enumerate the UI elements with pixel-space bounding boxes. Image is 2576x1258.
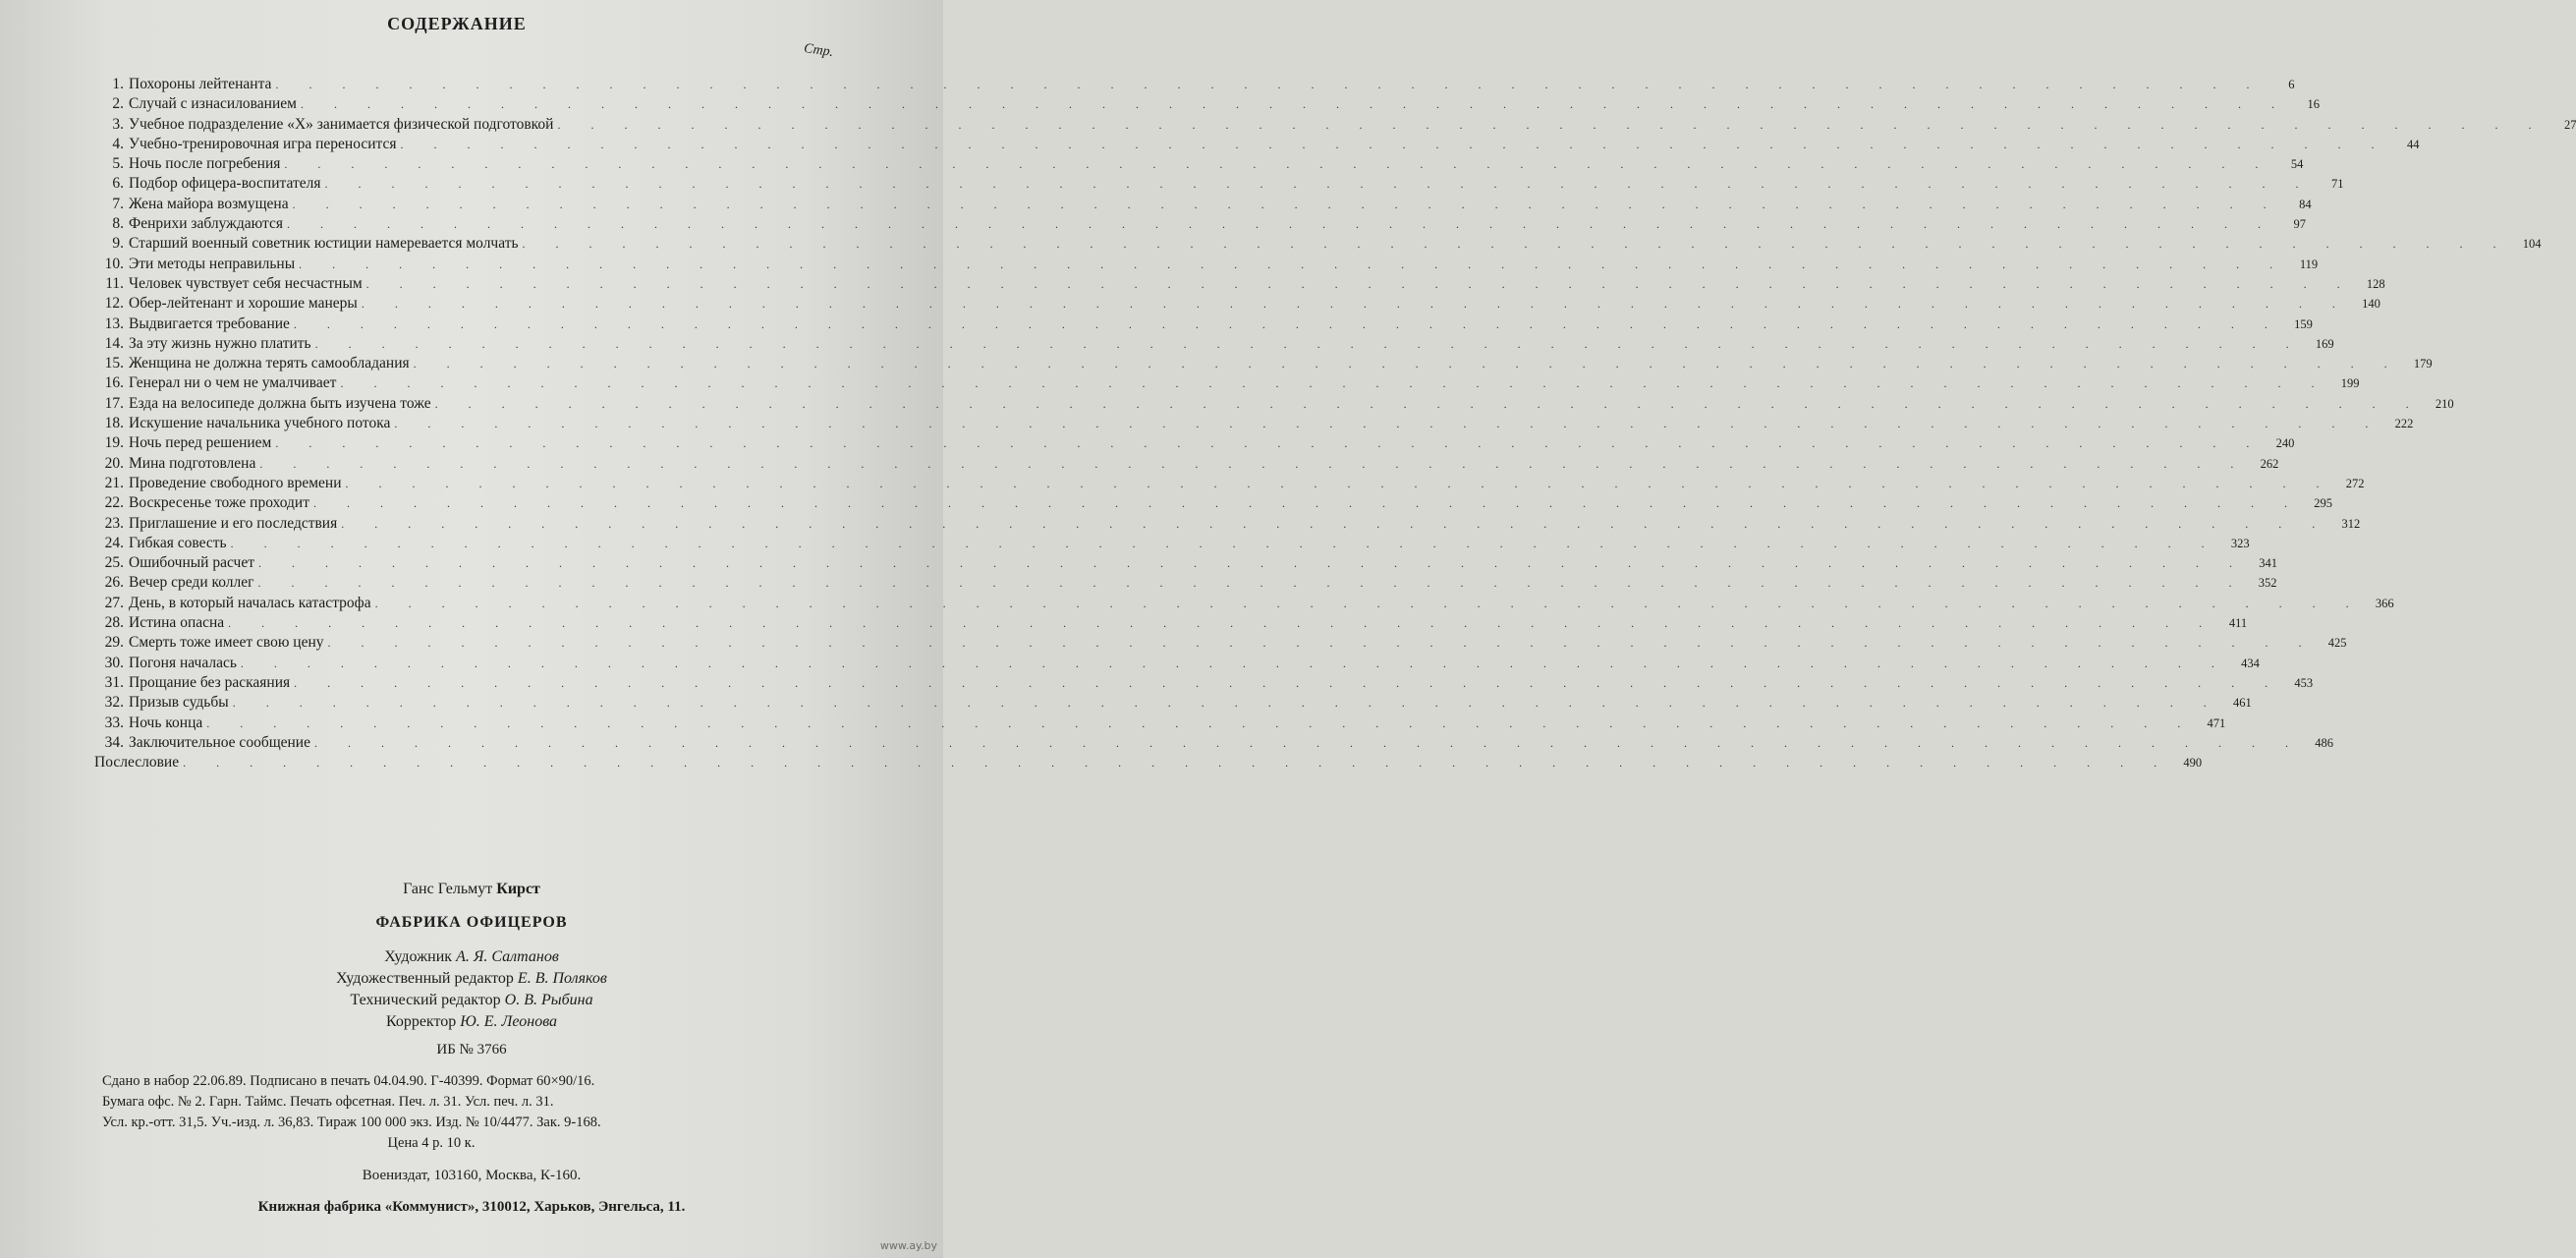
toc-leader-dots: . . . . . . . . . . . . . . . . . . . . . . . . . . . . . . . . . . . . . . . . . . . . . . . . . . . . . . . . . . . . bbox=[400, 137, 2388, 151]
toc-entry-number: 10. bbox=[104, 255, 124, 272]
toc-entry-page: 411 bbox=[2228, 616, 2248, 631]
toc-entry bbox=[94, 314, 2313, 334]
toc-entry-title: День, в который началась катастрофа bbox=[129, 594, 371, 611]
toc-leader-dots: . . . . . . . . . . . . . . . . . . . . . . . . . . . . . . . . . . . . . . . . . . . . . . . . . . . . . . . . . . . . bbox=[232, 696, 2220, 711]
toc-entry-title: Учебно-тренировочная игра переносится bbox=[129, 135, 397, 152]
printer: Книжная фабрика «Коммунист», 310012, Харьков, Энгельса, 11. bbox=[257, 1199, 686, 1215]
toc-entry-number: 9. bbox=[112, 235, 124, 253]
toc-entry bbox=[94, 373, 2360, 393]
toc-entry-number: 20. bbox=[104, 454, 124, 472]
toc-entry-page: 6 bbox=[2288, 78, 2295, 91]
staff-credits bbox=[0, 946, 943, 1033]
toc-leader-dots: . . . . . . . . . . . . . . . . . . . . . . . . . . . . . . . . . . . . . . . . . . . . . . . . . . . . . . . . . . . . bbox=[327, 636, 2316, 651]
toc-leader-dots: . . . . . . . . . . . . . . . . . . . . . . . . . . . . . . . . . . . . . . . . . . . . . . . . . . . . . . . . . . . . bbox=[557, 117, 2546, 132]
toc-entry-page: 128 bbox=[2366, 276, 2385, 291]
toc-entry-number: 29. bbox=[104, 634, 124, 652]
toc-entry-number: 15. bbox=[104, 355, 124, 372]
toc-entry-page: 97 bbox=[2293, 217, 2306, 232]
staff-credit bbox=[0, 946, 943, 968]
toc-entry-page: 352 bbox=[2258, 576, 2277, 591]
toc-entry-page: 272 bbox=[2345, 476, 2365, 490]
toc-entry bbox=[94, 474, 2365, 493]
toc-entry bbox=[94, 394, 2454, 414]
toc-entry-page: 240 bbox=[2275, 436, 2295, 451]
toc-entry-title: Генерал ни о чем не умалчивает bbox=[129, 374, 337, 392]
toc-leader-dots: . . . . . . . . . . . . . . . . . . . . . . . . . . . . . . . . . . . . . . . . . . . . . . . . . . . . . . . . . . . . bbox=[365, 276, 2354, 291]
toc-entry-page: 104 bbox=[2522, 237, 2542, 252]
toc-entry bbox=[94, 573, 2277, 593]
toc-entry-page: 44 bbox=[2407, 137, 2420, 151]
toc-leader-dots: . . . . . . . . . . . . . . . . . . . . . . . . . . . . . . . . . . . . . . . . . . . . . . . . . . . . . . . . . . . . bbox=[374, 596, 2363, 610]
toc-entry-title: Человек чувствует себя несчастным bbox=[129, 274, 363, 292]
toc-leader-dots: . . . . . . . . . . . . . . . . . . . . . . . . . . . . . . . . . . . . . . . . . . . . . . . . . . . . . . . . . . . . bbox=[240, 656, 2228, 670]
toc-entry-page: 84 bbox=[2299, 197, 2312, 211]
toc-entry bbox=[94, 354, 2433, 373]
staff-name: А. Я. Салтанов bbox=[456, 948, 559, 965]
toc-entry-title: Похороны лейтенанта bbox=[129, 76, 272, 92]
publication-data bbox=[102, 1071, 849, 1154]
toc-entry-title: Гибкая совесть bbox=[129, 534, 227, 551]
pub-line: Сдано в набор 22.06.89. Подписано в печать 04.04.90. Г-40399. Формат 60×90/16. bbox=[102, 1073, 595, 1089]
toc-entry-number: 1. bbox=[112, 76, 124, 92]
toc-entry-page: 27 bbox=[2563, 117, 2576, 132]
toc-entry-title: Женщина не должна терять самообладания bbox=[129, 355, 410, 372]
toc-entry-number: 8. bbox=[112, 215, 124, 233]
toc-leader-dots: . . . . . . . . . . . . . . . . . . . . . . . . . . . . . . . . . . . . . . . . . . . . . . . . . . . . . . . . . . . . bbox=[293, 316, 2281, 331]
toc-entry bbox=[94, 94, 2320, 114]
table-of-contents bbox=[94, 75, 2576, 772]
toc-entry-title: Учебное подразделение «Х» занимается физической подготовкой bbox=[129, 115, 554, 133]
toc-entry-title: Проведение свободного времени bbox=[129, 474, 342, 491]
toc-entry-title: Ошибочный расчет bbox=[129, 554, 254, 572]
toc-entry-title: Выдвигается требование bbox=[129, 314, 290, 332]
toc-entry-number: 28. bbox=[104, 614, 124, 632]
toc-entry-number: 27. bbox=[104, 594, 124, 611]
toc-leader-dots: . . . . . . . . . . . . . . . . . . . . . . . . . . . . . . . . . . . . . . . . . . . . . . . . . . . . . . . . . . . . bbox=[345, 476, 2333, 490]
toc-entry bbox=[94, 234, 2542, 254]
pub-line: Бумага офс. № 2. Гарн. Таймс. Печать офсетная. Печ. л. 31. Усл. печ. л. 31. bbox=[102, 1094, 554, 1110]
toc-leader-dots: . . . . . . . . . . . . . . . . . . . . . . . . . . . . . . . . . . . . . . . . . . . . . . . . . . . . . . . . . . . . bbox=[228, 616, 2216, 631]
toc-leader-dots: . . . . . . . . . . . . . . . . . . . . . . . . . . . . . . . . . . . . . . . . . . . . . . . . . . . . . . . . . . . . bbox=[259, 456, 2248, 471]
staff-role: Художник bbox=[384, 948, 453, 965]
toc-entry-number: 18. bbox=[104, 415, 124, 432]
toc-entry-page: 425 bbox=[2327, 636, 2347, 651]
toc-entry-number: 7. bbox=[112, 195, 124, 212]
toc-entry-number: 25. bbox=[104, 554, 124, 572]
toc-entry-title: Случай с изнасилованием bbox=[129, 95, 297, 113]
toc-leader-dots: . . . . . . . . . . . . . . . . . . . . . . . . . . . . . . . . . . . . . . . . . . . . . . . . . . . . . . . . . . . . bbox=[324, 177, 2313, 192]
toc-entry-title: Мина подготовлена bbox=[129, 454, 256, 472]
toc-entry-number: 6. bbox=[112, 175, 124, 193]
toc-entry-title: Старший военный советник юстиции намеревается молчать bbox=[129, 235, 519, 253]
toc-entry-page: 471 bbox=[2207, 715, 2226, 730]
toc-entry-page: 210 bbox=[2435, 396, 2454, 411]
toc-entry-page: 490 bbox=[2183, 756, 2203, 771]
toc-entry-page: 54 bbox=[2290, 157, 2304, 172]
toc-entry bbox=[94, 654, 2260, 673]
toc-entry-title: Жена майора возмущена bbox=[129, 195, 289, 212]
toc-entry-title: Ночь перед решением bbox=[129, 434, 272, 452]
staff-credit bbox=[0, 1011, 943, 1033]
toc-entry-number: 34. bbox=[104, 733, 124, 751]
toc-entry bbox=[94, 75, 2295, 94]
toc-entry-page: 486 bbox=[2315, 735, 2333, 750]
toc-leader-dots: . . . . . . . . . . . . . . . . . . . . . . . . . . . . . . . . . . . . . . . . . . . . . . . . . . . . . . . . . . . . bbox=[314, 336, 2303, 351]
toc-entry-title: Прощание без раскаяния bbox=[129, 673, 291, 691]
toc-entry bbox=[94, 174, 2344, 194]
watermark: www.ay.by bbox=[879, 1239, 937, 1252]
toc-entry-number: 5. bbox=[112, 155, 124, 173]
staff-name: О. В. Рыбина bbox=[504, 992, 593, 1008]
toc-entry-title: Эти методы неправильны bbox=[129, 255, 296, 272]
toc-entry-number: 32. bbox=[104, 694, 124, 712]
toc-leader-dots: . . . . . . . . . . . . . . . . . . . . . . . . . . . . . . . . . . . . . . . . . . . . . . . . . . . . . . . . . . . . bbox=[183, 756, 2171, 771]
toc-entry-title: Фенрихи заблуждаются bbox=[129, 215, 283, 233]
toc-entry-title: Воскресенье тоже проходит bbox=[129, 494, 309, 512]
toc-entry-page: 434 bbox=[2241, 656, 2260, 670]
toc-leader-dots: . . . . . . . . . . . . . . . . . . . . . . . . . . . . . . . . . . . . . . . . . . . . . . . . . . . . . . . . . . . . bbox=[300, 97, 2288, 112]
toc-entry-title: Истина опасна bbox=[129, 614, 225, 632]
toc-entry-number: 11. bbox=[105, 274, 124, 292]
staff-credit bbox=[0, 968, 943, 990]
toc-entry-page: 159 bbox=[2294, 316, 2313, 331]
toc-entry-page: 453 bbox=[2294, 675, 2314, 690]
toc-entry-title: Ночь после погребения bbox=[129, 155, 281, 173]
staff-role: Корректор bbox=[385, 1013, 457, 1030]
toc-entry bbox=[94, 553, 2277, 573]
toc-leader-dots: . . . . . . . . . . . . . . . . . . . . . . . . . . . . . . . . . . . . . . . . . . . . . . . . . . . . . . . . . . . . bbox=[340, 376, 2328, 391]
toc-entry-number: 17. bbox=[104, 394, 124, 412]
toc-leader-dots: . . . . . . . . . . . . . . . . . . . . . . . . . . . . . . . . . . . . . . . . . . . . . . . . . . . . . . . . . . . . bbox=[413, 357, 2401, 372]
toc-entry-page: 169 bbox=[2315, 336, 2334, 351]
toc-entry bbox=[94, 195, 2312, 214]
toc-entry bbox=[94, 154, 2304, 174]
toc-leader-dots: . . . . . . . . . . . . . . . . . . . . . . . . . . . . . . . . . . . . . . . . . . . . . . . . . . . . . . . . . . . . bbox=[341, 516, 2329, 531]
toc-leader-dots: . . . . . . . . . . . . . . . . . . . . . . . . . . . . . . . . . . . . . . . . . . . . . . . . . . . . . . . . . . . . bbox=[394, 417, 2382, 431]
toc-entry bbox=[94, 514, 2361, 534]
toc-leader-dots: . . . . . . . . . . . . . . . . . . . . . . . . . . . . . . . . . . . . . . . . . . . . . . . . . . . . . . . . . . . . bbox=[313, 496, 2301, 511]
staff-credit bbox=[0, 990, 943, 1011]
toc-entry-number: 33. bbox=[104, 714, 124, 731]
toc-entry-page: 222 bbox=[2394, 417, 2414, 431]
toc-leader-dots: . . . . . . . . . . . . . . . . . . . . . . . . . . . . . . . . . . . . . . . . . . . . . . . . . . . . . . . . . . . . bbox=[230, 536, 2218, 550]
toc-leader-dots: . . . . . . . . . . . . . . . . . . . . . . . . . . . . . . . . . . . . . . . . . . . . . . . . . . . . . . . . . . . . bbox=[294, 675, 2282, 690]
toc-entry-title: Ночь конца bbox=[129, 714, 203, 731]
toc-entry-page: 461 bbox=[2232, 696, 2252, 711]
toc-entry-number: 2. bbox=[112, 95, 124, 113]
toc-entry-number: 13. bbox=[104, 314, 124, 332]
toc-entry-number: 24. bbox=[104, 534, 124, 551]
toc-entry-page: 341 bbox=[2259, 556, 2277, 571]
toc-leader-dots: . . . . . . . . . . . . . . . . . . . . . . . . . . . . . . . . . . . . . . . . . . . . . . . . . . . . . . . . . . . . bbox=[361, 297, 2349, 312]
price: Цена 4 р. 10 к. bbox=[387, 1135, 476, 1151]
toc-entry-page: 119 bbox=[2299, 257, 2319, 271]
toc-entry-title: Искушение начальника учебного потока bbox=[129, 415, 391, 432]
staff-role: Технический редактор bbox=[350, 992, 501, 1008]
toc-entry bbox=[94, 414, 2414, 433]
toc-entry-number: 30. bbox=[104, 654, 124, 671]
toc-entry-number: 26. bbox=[104, 574, 124, 592]
toc-entry bbox=[94, 753, 2203, 772]
toc-leader-dots: . . . . . . . . . . . . . . . . . . . . . . . . . . . . . . . . . . . . . . . . . . . . . . . . . . . . . . . . . . . . bbox=[206, 715, 2195, 730]
toc-entry bbox=[94, 633, 2347, 653]
toc-leader-dots: . . . . . . . . . . . . . . . . . . . . . . . . . . . . . . . . . . . . . . . . . . . . . . . . . . . . . . . . . . . . bbox=[275, 78, 2264, 91]
toc-leader-dots: . . . . . . . . . . . . . . . . . . . . . . . . . . . . . . . . . . . . . . . . . . . . . . . . . . . . . . . . . . . . bbox=[292, 197, 2280, 211]
page-column-label: Стр. bbox=[803, 40, 835, 61]
toc-entry bbox=[94, 594, 2394, 613]
toc-entry-title: Послесловие bbox=[94, 754, 180, 772]
toc-entry-title: Погоня началась bbox=[129, 654, 237, 671]
staff-name: Ю. Е. Леонова bbox=[460, 1013, 558, 1030]
toc-entry bbox=[94, 493, 2332, 513]
toc-entry-page: 140 bbox=[2362, 297, 2380, 312]
toc-entry bbox=[94, 214, 2306, 234]
toc-entry-title: Езда на велосипеде должна быть изучена тоже bbox=[129, 394, 431, 412]
toc-leader-dots: . . . . . . . . . . . . . . . . . . . . . . . . . . . . . . . . . . . . . . . . . . . . . . . . . . . . . . . . . . . . bbox=[522, 237, 2510, 252]
toc-leader-dots: . . . . . . . . . . . . . . . . . . . . . . . . . . . . . . . . . . . . . . . . . . . . . . . . . . . . . . . . . . . . bbox=[434, 396, 2423, 411]
toc-entry-title: Призыв судьбы bbox=[129, 694, 229, 712]
toc-leader-dots: . . . . . . . . . . . . . . . . . . . . . . . . . . . . . . . . . . . . . . . . . . . . . . . . . . . . . . . . . . . . bbox=[275, 436, 2264, 451]
toc-entry-title: Заключительное сообщение bbox=[129, 733, 310, 751]
toc-entry bbox=[94, 714, 2226, 733]
toc-entry bbox=[94, 613, 2248, 633]
staff-role: Художественный редактор bbox=[336, 970, 514, 987]
author-name: Ганс Гельмут Кирст bbox=[403, 881, 540, 897]
toc-entry bbox=[94, 115, 2576, 135]
toc-entry-title: Обер-лейтенант и хорошие манеры bbox=[129, 295, 358, 313]
toc-entry-page: 295 bbox=[2314, 496, 2332, 511]
toc-entry-number: 16. bbox=[104, 374, 124, 392]
toc-entry-page: 16 bbox=[2307, 97, 2320, 112]
toc-entry-number: 31. bbox=[104, 673, 124, 691]
pub-line: Усл. кр.-отт. 31,5. Уч.-изд. л. 36,83. Тираж 100 000 экз. Изд. № 10/4477. Зак. 9-168. bbox=[102, 1115, 601, 1130]
toc-entry-number: 3. bbox=[112, 115, 124, 133]
toc-entry bbox=[94, 274, 2385, 294]
publisher: Воениздат, 103160, Москва, К-160. bbox=[362, 1168, 582, 1183]
toc-entry bbox=[94, 294, 2380, 314]
toc-entry bbox=[94, 693, 2252, 713]
toc-entry bbox=[94, 433, 2295, 453]
toc-entry-number: 19. bbox=[104, 434, 124, 452]
toc-leader-dots: . . . . . . . . . . . . . . . . . . . . . . . . . . . . . . . . . . . . . . . . . . . . . . . . . . . . . . . . . . . . bbox=[284, 157, 2272, 172]
toc-entry-page: 71 bbox=[2330, 177, 2344, 192]
toc-entry-page: 262 bbox=[2260, 456, 2279, 471]
toc-entry-number: 23. bbox=[104, 514, 124, 532]
toc-entry-page: 366 bbox=[2375, 596, 2394, 610]
ib-number: ИБ № 3766 bbox=[436, 1042, 507, 1058]
toc-leader-dots: . . . . . . . . . . . . . . . . . . . . . . . . . . . . . . . . . . . . . . . . . . . . . . . . . . . . . . . . . . . . bbox=[257, 556, 2246, 571]
toc-entry-page: 312 bbox=[2341, 516, 2361, 531]
toc-entry-page: 199 bbox=[2340, 376, 2360, 391]
toc-entry-number: 21. bbox=[104, 474, 124, 491]
toc-entry-number: 4. bbox=[112, 135, 124, 152]
toc-entry-page: 323 bbox=[2230, 536, 2250, 550]
toc-entry-title: Смерть тоже имеет свою цену bbox=[129, 634, 324, 652]
toc-leader-dots: . . . . . . . . . . . . . . . . . . . . . . . . . . . . . . . . . . . . . . . . . . . . . . . . . . . . . . . . . . . . bbox=[287, 217, 2274, 232]
book-title: ФАБРИКА ОФИЦЕРОВ bbox=[375, 914, 568, 931]
toc-entry bbox=[94, 673, 2314, 693]
toc-leader-dots: . . . . . . . . . . . . . . . . . . . . . . . . . . . . . . . . . . . . . . . . . . . . . . . . . . . . . . . . . . . . bbox=[299, 257, 2287, 271]
staff-name: Е. В. Поляков bbox=[517, 970, 607, 987]
toc-entry bbox=[94, 733, 2333, 753]
toc-entry bbox=[94, 534, 2250, 553]
toc-entry bbox=[94, 255, 2319, 274]
toc-leader-dots: . . . . . . . . . . . . . . . . . . . . . . . . . . . . . . . . . . . . . . . . . . . . . . . . . . . . . . . . . . . . bbox=[314, 735, 2302, 750]
toc-entry-number: 12. bbox=[104, 295, 124, 313]
toc-heading: СОДЕРЖАНИЕ bbox=[387, 14, 527, 33]
toc-entry-page: 179 bbox=[2413, 357, 2433, 372]
toc-entry-title: За эту жизнь нужно платить bbox=[129, 334, 311, 352]
toc-entry bbox=[94, 334, 2334, 354]
toc-leader-dots: . . . . . . . . . . . . . . . . . . . . . . . . . . . . . . . . . . . . . . . . . . . . . . . . . . . . . . . . . . . . bbox=[257, 576, 2246, 591]
toc-entry bbox=[94, 135, 2420, 154]
toc-entry bbox=[94, 454, 2279, 474]
toc-entry-title: Приглашение и его последствия bbox=[129, 514, 338, 532]
toc-entry-number: 14. bbox=[104, 334, 124, 352]
toc-entry-title: Подбор офицера-воспитателя bbox=[129, 175, 321, 193]
toc-entry-number: 22. bbox=[104, 494, 124, 512]
toc-entry-title: Вечер среди коллег bbox=[129, 574, 254, 592]
